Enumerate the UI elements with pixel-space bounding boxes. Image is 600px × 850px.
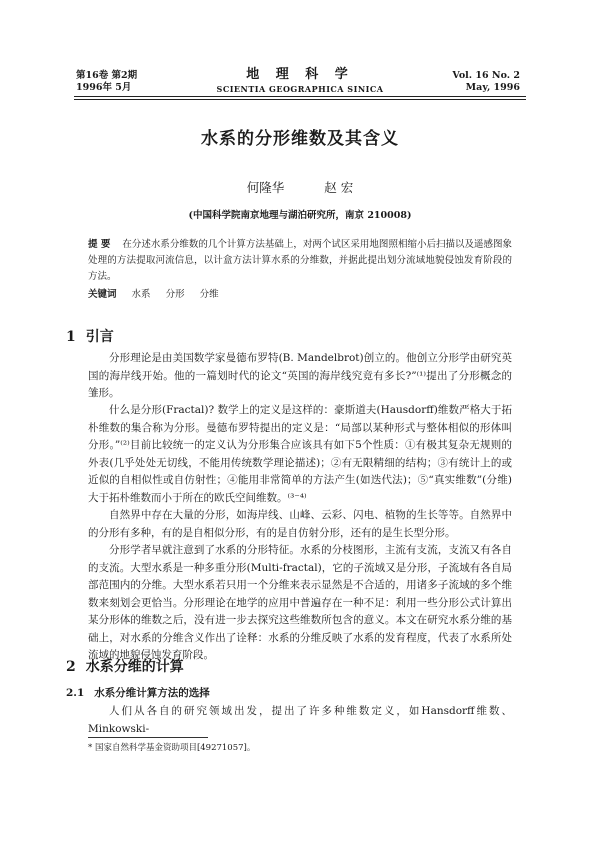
section-title: 引言 — [85, 329, 114, 345]
affiliation: (中国科学院南京地理与湖泊研究所，南京 210008) — [188, 210, 412, 221]
keyword: 分维 — [199, 289, 219, 300]
journal-masthead — [200, 63, 400, 94]
paragraph: 分形学者早就注意到了水系的分形特征。水系的分枝图形，主流有支流，支流又有各自的支流。大型水系是一种多重分形(Multi-fractal)，它的子流域又是分形，子流域有各自局部范围内的分维。大型水系若只用一个分维来表示显然是不合适的，用诸多子流域的多个维数来刻划会更恰当。分形理论在地学的应用中普遍存在一种不足：利用一些分形公式计算出某分形体的维数之后，没有进一步去探究这些维数所包含的意义。本文在研究水系分维的基础上，对水系的分维含义作出了诠释：水系的分维反映了水系的发育程度，代表了水系所处流域的地貌侵蚀发育阶段。 — [88, 544, 512, 661]
keywords-label: 关键词 — [88, 289, 117, 300]
author-list — [0, 178, 600, 196]
paper-title: 水系的分形维数及其含义 — [201, 129, 399, 149]
author-name: 何隆华 — [246, 180, 285, 195]
header-rule-bottom — [74, 99, 526, 100]
paragraph: 分形理论是由美国数学家曼德布罗特(B. Mandelbrot)创立的。他创立分形学由研究英国的海岸线开始。他的一篇划时代的论文“英国的海岸线究竟有多长?”⁽¹⁾提出了分形概念的雏形。 — [88, 352, 512, 399]
journal-name-cn: 地 理 科 学 — [246, 67, 354, 82]
section-heading-1 — [66, 326, 114, 346]
section-title: 水系分维的计算 — [85, 659, 184, 675]
volume-issue-en: Vol. 16 No. 2 — [452, 70, 520, 81]
paragraph: 什么是分形(Fractal)? 数学上的定义是这样的：豪斯道夫(Hausdorff)维数严格大于拓朴维数的集合称为分形。曼德布罗特提出的定义是：“局部以某种形式与整体相似的形体叫分形。”⁽²⁾目前比较统一的定义认为分形集合应该具有如下5个性质：①有极其复杂无规则的外表(几乎处处无切线，不能用传统数学理论描述)；②有无限精细的结构；③有统计上的或近似的自相似性或自仿射性；④能用非常简单的方法产生(如迭代法)；⑤“真实维数”(分维)大于拓朴维数而小于所在的欧氏空间维数。⁽³⁻⁴⁾ — [88, 404, 512, 504]
header-rule-top — [74, 96, 526, 97]
abstract-label: 提 要 — [88, 239, 111, 250]
volume-issue-cn: 第16卷 第2期 — [76, 70, 138, 81]
section-number: 1 — [66, 329, 76, 345]
footnote: * 国家自然科学基金资助项目[49271057]。 — [88, 743, 256, 753]
footnote-rule — [88, 737, 208, 738]
keywords — [88, 286, 231, 300]
section-heading-2 — [66, 656, 184, 676]
journal-name-en: SCIENTIA GEOGRAPHICA SINICA — [216, 84, 384, 94]
date-cn: 1996年 5月 — [76, 82, 132, 93]
paragraph: 自然界中存在大量的分形，如海岸线、山峰、云彩、闪电、植物的生长等等。自然界中的分形有多种，有的是自相似分形，有的是自仿射分形，还有的是生长型分形。 — [88, 509, 512, 539]
abstract — [88, 237, 512, 285]
abstract-text: 在分述水系分维数的几个计算方法基础上，对两个试区采用地图照相缩小后扫描以及遥感图象处理的方法提取河流信息，以计盒方法计算水系的分维数，并据此提出划分流域地貌侵蚀发育阶段的方法。 — [88, 239, 512, 282]
subsection-number: 2.1 — [66, 687, 85, 699]
header-volume-info-en — [452, 70, 520, 94]
keyword: 分形 — [165, 289, 185, 300]
paragraph: 人们从各自的研究领域出发，提出了许多种维数定义，如Hansdorff维数、Minkowski- — [88, 705, 512, 735]
author-name: 赵 宏 — [324, 180, 354, 195]
subsection-title: 水系分维计算方法的选择 — [94, 687, 210, 699]
subsection-heading — [66, 685, 210, 700]
section-number: 2 — [66, 659, 76, 675]
keyword: 水系 — [131, 289, 151, 300]
header-volume-info — [76, 70, 137, 94]
date-en: May, 1996 — [465, 82, 520, 93]
